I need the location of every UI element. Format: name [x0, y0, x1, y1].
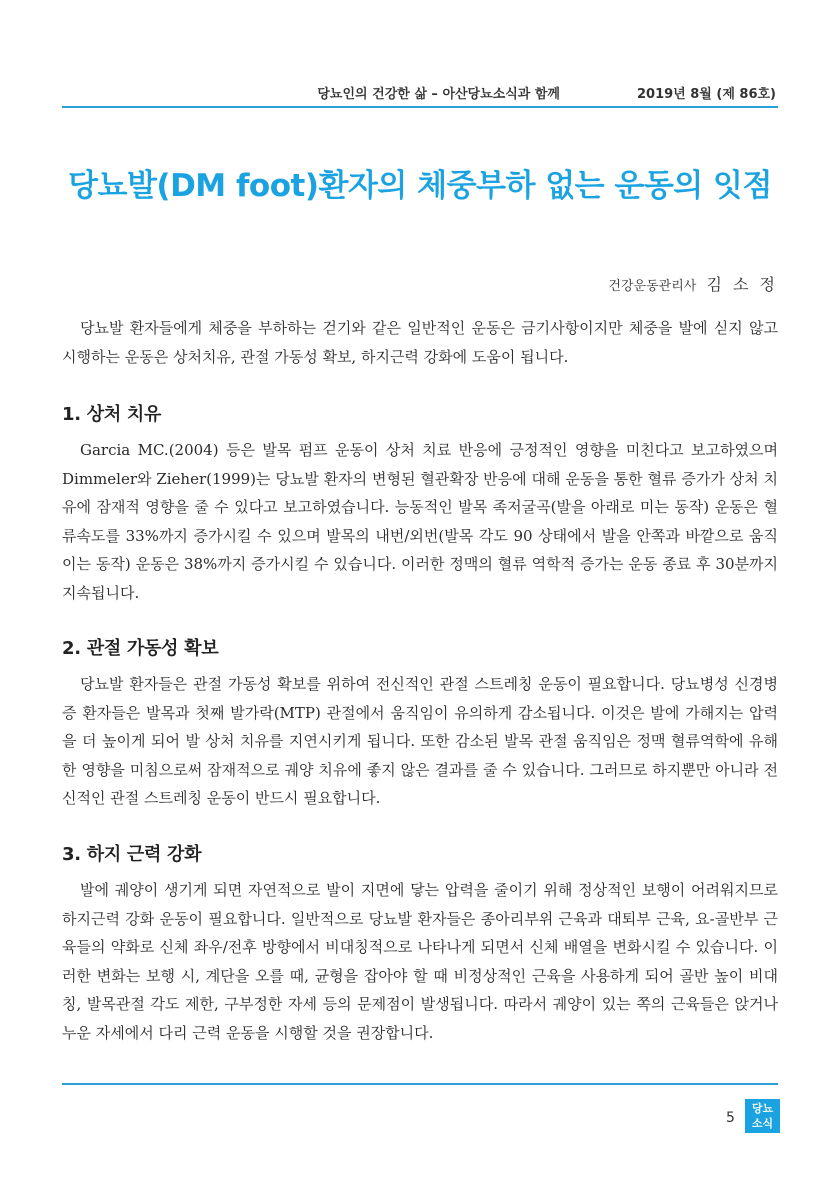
issue-label: 2019년 8월 (제 86호) [636, 87, 776, 102]
author-line [608, 272, 778, 295]
page-number: 5 [726, 1110, 735, 1126]
running-header [62, 80, 778, 104]
publication-title: 당뇨인의 건강한 삶 – 아산당뇨소식과 함께 [317, 87, 560, 102]
section-paragraph: 당뇨발 환자들은 관절 가동성 확보를 위하여 전신적인 관절 스트레칭 운동이 필요합니다. 당뇨병성 신경병증 환자들은 발목과 첫째 발가락(MTP) 관절에서 움직임이 유의하게 감소됩니다. 이것은 발에 가해지는 압력을 더 높이게 되어 발 상처 치유를 지연시키게 됩니다. 또한 감소된 발목 관절 움직임은 정맥 혈류역학에 유해한 영향을 미침으로써 잠재적으로 궤양 치유에 좋지 않은 결과를 줄 수 있습니다. 그러므로 하지뿐만 아니라 전신적인 관절 스트레칭 운동이 반드시 필요합니다. [62, 675, 778, 807]
author-role: 건강운동관리사 [608, 279, 697, 294]
section-joint-mobility [62, 634, 778, 813]
section-paragraph: Garcia MC.(2004) 등은 발목 펌프 운동이 상처 치료 반응에 긍정적인 영향을 미친다고 보고하였으며 Dimmeler와 Zieher(1999)는 당뇨발 환자의 변형된 혈관확장 반응에 대해 운동을 통한 혈류 증가가 상처 치유에 잠재적 영향을 줄 수 있다고 보고하였습니다. 능동적인 발목 족저굴곡(발을 아래로 미는 동작) 운동은 혈류속도를 33%까지 증가시킬 수 있으며 발목의 내번/외번(발목 각도 90 상태에서 발을 안쪽과 바깥으로 움직이는 동작) 운동은 38%까지 증가시킬 수 있습니다. 이러한 정맥의 혈류 역학적 증가는 운동 종료 후 30분까지 지속됩니다. [62, 441, 778, 602]
newsletter-logo [745, 1099, 780, 1133]
intro-paragraph: 당뇨발 환자들에게 체중을 부하하는 걷기와 같은 일반적인 운동은 금기사항이지만 체중을 발에 싣지 않고 시행하는 운동은 상처치유, 관절 가동성 확보, 하지근력 강화에 도움이 됩니다. [62, 319, 778, 366]
section-wound-healing [62, 400, 778, 607]
section-paragraph: 발에 궤양이 생기게 되면 자연적으로 발이 지면에 닿는 압력을 줄이기 위해 정상적인 보행이 어려워지므로 하지근력 강화 운동이 필요합니다. 일반적으로 당뇨발 환자들은 종아리부위 근육과 대퇴부 근육, 요-골반부 근육들의 약화로 신체 좌우/전후 방향에서 비대칭적으로 나타나게 되면서 신체 배열을 변화시킬 수 있습니다. 이러한 변화는 보행 시, 계단을 오를 때, 균형을 잡아야 할 때 비정상적인 근육을 사용하게 되어 골반 높이 비대칭, 발목관절 각도 제한, 구부정한 자세 등의 문제점이 발생됩니다. 따라서 궤양이 있는 쪽의 근육들은 앉거나 누운 자세에서 다리 근력 운동을 시행할 것을 권장합니다. [62, 881, 778, 1042]
section-leg-strength [62, 840, 778, 1047]
logo-text-top: 당뇨 [751, 1102, 774, 1115]
footer-divider [62, 1083, 778, 1085]
section-heading: 1. 상처 치유 [62, 404, 162, 425]
section-heading: 3. 하지 근력 강화 [62, 844, 202, 865]
header-divider [62, 106, 778, 108]
intro-block [62, 314, 778, 371]
author-name: 김 소 정 [706, 275, 778, 294]
logo-text-bottom: 소식 [751, 1117, 774, 1130]
page-title: 당뇨발(DM foot)환자의 체중부하 없는 운동의 잇점 [68, 168, 772, 204]
section-heading: 2. 관절 가동성 확보 [62, 638, 219, 659]
